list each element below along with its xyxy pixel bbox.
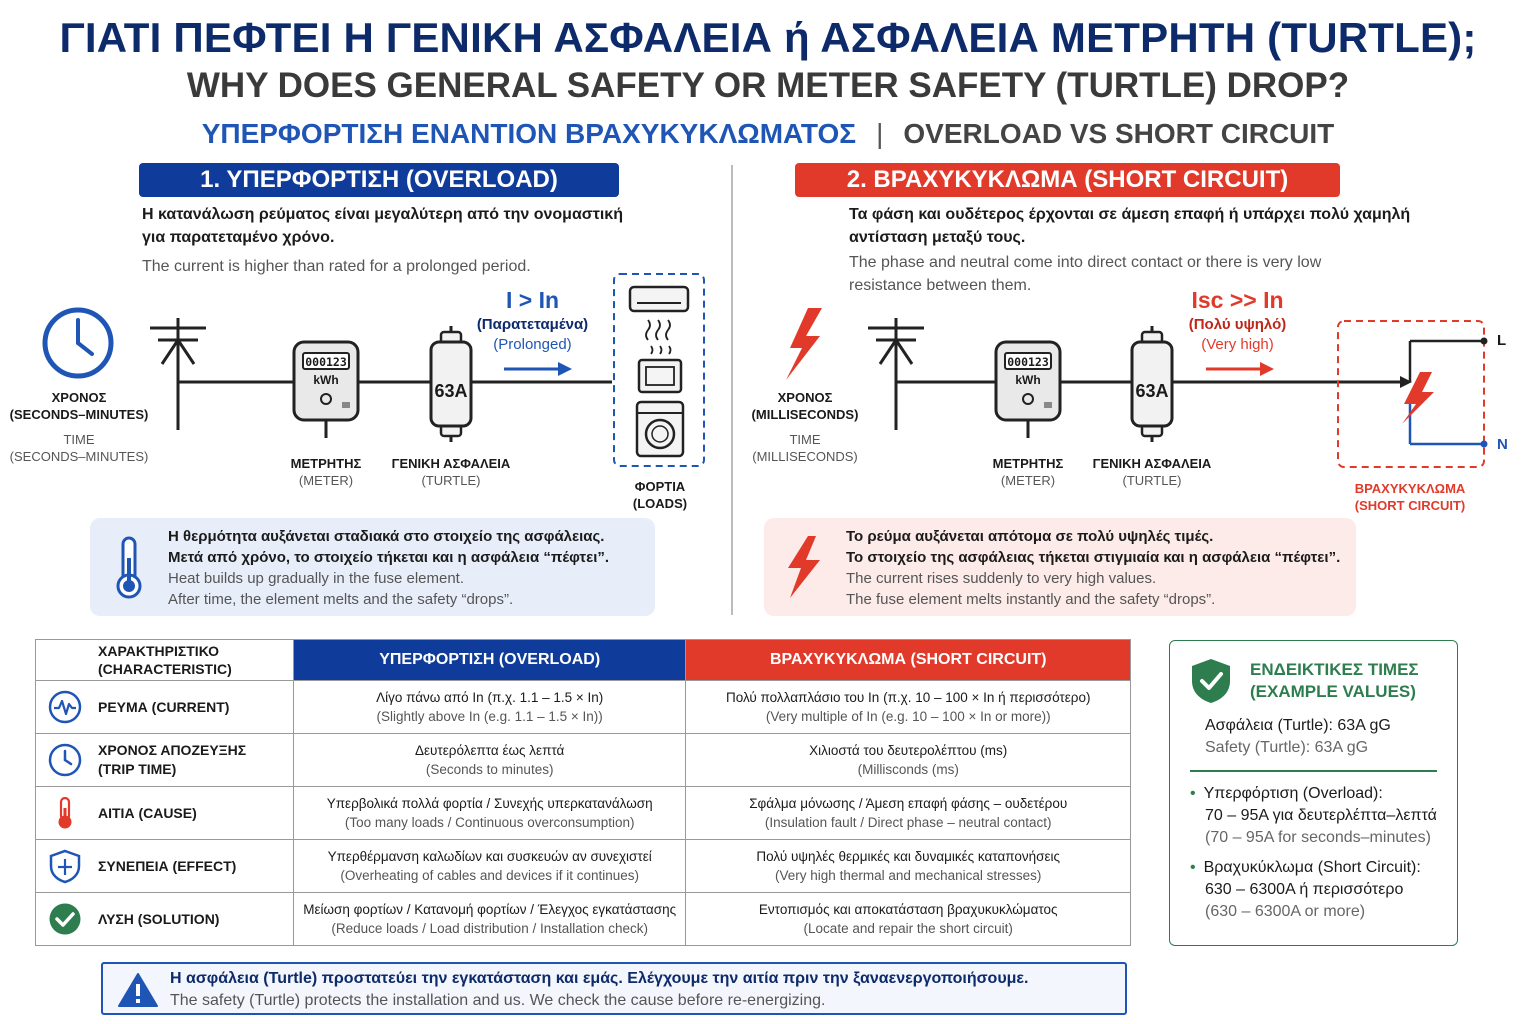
row-overload-greek: Μείωση φορτίων / Κατανομή φορτίων / Έλεγχος εγκατάστασης bbox=[303, 902, 677, 917]
oven-icon bbox=[639, 346, 681, 392]
row-characteristic-label: ΣΥΝΕΠΕΙΑ (EFFECT) bbox=[98, 857, 237, 874]
row-overload-greek: Δευτερόλεπτα έως λεπτά bbox=[415, 743, 565, 758]
check-circle-icon bbox=[48, 902, 82, 936]
neutral-line-N bbox=[1410, 400, 1488, 448]
short-fuse-label bbox=[1082, 455, 1222, 489]
short-time-greek-sub: (MILLISECONDS) bbox=[751, 407, 859, 422]
overload-info-greek-2: Μετά από χρόνο, το στοιχείο τήκεται και η ασφάλεια “πέφτει”. bbox=[168, 549, 610, 566]
lightning-bolt-icon bbox=[784, 534, 824, 600]
overload-description bbox=[142, 203, 702, 278]
row-short-english: (Locate and repair the short circuit) bbox=[803, 921, 1013, 936]
header-characteristic-english: (CHARACTERISTIC) bbox=[98, 661, 232, 677]
short-info-greek-1: Το ρεύμα αυξάνεται απότομα σε πολύ υψηλές τιμές. bbox=[846, 528, 1214, 545]
row-overload-cell bbox=[293, 893, 686, 946]
table-header-row bbox=[36, 640, 1131, 681]
clock-icon bbox=[48, 743, 82, 777]
overload-meter-label bbox=[266, 455, 386, 489]
row-characteristic bbox=[36, 893, 294, 946]
bullet-icon: • bbox=[1190, 859, 1196, 876]
row-characteristic-label: ΡΕΥΜΑ (CURRENT) bbox=[98, 698, 230, 715]
example-short-circuit bbox=[1190, 857, 1421, 923]
loads-english: (LOADS) bbox=[632, 496, 688, 511]
overload-info-greek-1: Η θερμότητα αυξάνεται σταδιακά στο στοιχείο της ασφάλειας. bbox=[168, 528, 605, 545]
short-current-english: (Very high) bbox=[1201, 336, 1274, 353]
overload-desc-greek-2: για παρατεταμένο χρόνο. bbox=[142, 229, 335, 246]
short-circuit-description bbox=[849, 203, 1449, 297]
table-body bbox=[36, 681, 1131, 946]
short-time-english: TIME bbox=[789, 432, 821, 447]
short-desc-english-2: resistance between them. bbox=[849, 277, 1032, 294]
subtitle-separator: | bbox=[876, 118, 884, 149]
short-current-greek: (Πολύ υψηλό) bbox=[1188, 316, 1287, 333]
thermometer-icon bbox=[48, 796, 82, 830]
row-short-greek: Πολύ υψηλές θερμικές και δυναμικές καταπονήσεις bbox=[756, 849, 1061, 864]
overload-info-box bbox=[90, 518, 655, 616]
short-meter-greek: ΜΕΤΡΗΤΗΣ bbox=[992, 456, 1064, 471]
example-fuse-english: Safety (Turtle): 63A gG bbox=[1205, 739, 1369, 756]
overload-meter-display: 000123 bbox=[305, 355, 347, 369]
row-overload-english: (Reduce loads / Load distribution / Installation check) bbox=[331, 921, 649, 936]
current-arrow-icon bbox=[504, 362, 572, 376]
line-L-label: L bbox=[1497, 332, 1507, 349]
overload-fuse-greek: ΓΕΝΙΚΗ ΑΣΦΑΛΕΙΑ bbox=[391, 456, 511, 471]
short-circuit-english: (SHORT CIRCUIT) bbox=[1354, 498, 1466, 513]
short-meter-display: 000123 bbox=[1007, 355, 1049, 369]
short-time-label bbox=[745, 389, 865, 465]
row-short-cell bbox=[686, 787, 1131, 840]
row-overload-english: (Too many loads / Continuous overconsumption) bbox=[344, 815, 635, 830]
short-desc-greek-2: αντίσταση μεταξύ τους. bbox=[849, 229, 1026, 246]
row-overload-english: (Overheating of cables and devices if it continues) bbox=[340, 868, 639, 883]
utility-pole-icon bbox=[868, 318, 924, 430]
footer-text bbox=[170, 968, 1120, 1012]
row-characteristic bbox=[36, 734, 294, 787]
row-short-greek: Σφάλμα μόνωσης / Άμεση επαφή φάσης – ουδετέρου bbox=[749, 796, 1068, 811]
loads-greek: ΦΟΡΤΙΑ bbox=[634, 479, 686, 494]
example-short-2: 630 – 6300A ή περισσότερο bbox=[1205, 881, 1404, 898]
overload-desc-english: The current is higher than rated for a prolonged period. bbox=[142, 258, 531, 275]
example-divider bbox=[1190, 770, 1437, 772]
example-overload bbox=[1190, 783, 1437, 849]
current-wave-icon bbox=[48, 690, 82, 724]
short-info-english-1: The current rises suddenly to very high values. bbox=[846, 570, 1157, 587]
overload-time-label bbox=[0, 389, 158, 465]
overload-time-greek-sub: (SECONDS–MINUTES) bbox=[9, 407, 149, 422]
table-row bbox=[36, 893, 1131, 946]
table-row bbox=[36, 840, 1131, 893]
example-overload-1: Υπερφόρτιση (Overload): bbox=[1203, 785, 1383, 802]
overload-current-english: (Prolonged) bbox=[493, 336, 572, 353]
example-values-box bbox=[1169, 640, 1458, 946]
header-short-circuit: ΒΡΑΧΥΚΥΚΛΩΜΑ (SHORT CIRCUIT) bbox=[686, 640, 1131, 681]
comparison-table bbox=[35, 639, 1131, 946]
short-current-label bbox=[1160, 286, 1315, 354]
overload-heading: 1. ΥΠΕΡΦΟΡΤΙΣΗ (OVERLOAD) bbox=[139, 163, 619, 197]
header-overload: ΥΠΕΡΦΟΡΤΙΣΗ (OVERLOAD) bbox=[293, 640, 686, 681]
section-divider bbox=[731, 165, 733, 615]
short-current-formula: Isc >> In bbox=[1191, 287, 1284, 313]
short-fuse-greek: ΓΕΝΙΚΗ ΑΣΦΑΛΕΙΑ bbox=[1092, 456, 1212, 471]
row-short-english: (Insulation fault / Direct phase – neutral contact) bbox=[764, 815, 1052, 830]
row-short-cell bbox=[686, 734, 1131, 787]
page-subtitle bbox=[0, 118, 1536, 150]
short-time-english-sub: (MILLISECONDS) bbox=[752, 449, 858, 464]
utility-pole-icon bbox=[150, 318, 206, 430]
table-row bbox=[36, 734, 1131, 787]
subtitle-english: OVERLOAD VS SHORT CIRCUIT bbox=[903, 118, 1335, 149]
washing-machine-icon bbox=[637, 402, 683, 456]
short-desc-english-1: The phase and neutral come into direct contact or there is very low bbox=[849, 254, 1322, 271]
footer-english: The safety (Turtle) protects the installation and us. We check the cause before re-energizing. bbox=[170, 992, 826, 1009]
page-title: ΓΙΑΤΙ ΠΕΦΤΕΙ Η ΓΕΝΙΚΗ ΑΣΦΑΛΕΙΑ ή ΑΣΦΑΛΕΙΑ ΜΕΤΡΗΤΗ (TURTLE); bbox=[59, 14, 1477, 61]
example-title-english: (EXAMPLE VALUES) bbox=[1250, 682, 1416, 701]
loads-label bbox=[610, 478, 710, 512]
short-meter-english: (METER) bbox=[1000, 473, 1056, 488]
row-short-greek: Χιλιοστά του δευτερολέπτου (ms) bbox=[809, 743, 1008, 758]
row-short-greek: Εντοπισμός και αποκατάσταση βραχυκυκλώματος bbox=[758, 902, 1058, 917]
subtitle-greek: ΥΠΕΡΦΟΡΤΙΣΗ ΕΝΑΝΤΙΟΝ ΒΡΑΧΥΚΥΚΛΩΜΑΤΟΣ bbox=[201, 118, 857, 149]
footer-greek: Η ασφάλεια (Turtle) προστατεύει την εγκατάσταση και εμάς. Ελέγχουμε την αιτία πριν την ξαναενεργοποιήσουμε. bbox=[170, 970, 1029, 987]
header-characteristic-greek: ΧΑΡΑΚΤΗΡΙΣΤΙΚΟ bbox=[98, 643, 220, 659]
bullet-icon: • bbox=[1190, 785, 1196, 802]
short-info-english-2: The fuse element melts instantly and the safety “drops”. bbox=[846, 591, 1216, 608]
short-info-box bbox=[764, 518, 1356, 616]
short-info-text bbox=[846, 526, 1346, 610]
short-meter-label bbox=[968, 455, 1088, 489]
row-characteristic-label: ΛΥΣΗ (SOLUTION) bbox=[98, 910, 220, 927]
row-short-greek: Πολύ πολλαπλάσιο του In (π.χ. 10 – 100 × In ή περισσότερο) bbox=[725, 690, 1091, 705]
short-time-greek: ΧΡΟΝΟΣ bbox=[777, 390, 833, 405]
overload-time-english-sub: (SECONDS–MINUTES) bbox=[9, 449, 149, 464]
footer-note bbox=[101, 962, 1127, 1015]
row-short-english: (Millisconds (ms) bbox=[857, 762, 959, 777]
overload-info-english-1: Heat builds up gradually in the fuse element. bbox=[168, 570, 465, 587]
overload-time-english: TIME bbox=[63, 432, 95, 447]
short-circuit-label bbox=[1340, 480, 1480, 514]
air-conditioner-icon bbox=[630, 287, 688, 340]
current-arrow-icon bbox=[1206, 362, 1274, 376]
overload-current-label bbox=[460, 286, 605, 354]
row-overload-greek: Υπερθέρμανση καλωδίων και συσκευών αν συνεχιστεί bbox=[327, 849, 652, 864]
row-short-english: (Very multiple of In (e.g. 10 – 100 × In or more)) bbox=[765, 709, 1051, 724]
overload-meter-unit: kWh bbox=[313, 373, 339, 387]
overload-fuse-label bbox=[381, 455, 521, 489]
lightning-bolt-icon bbox=[786, 308, 822, 380]
row-short-cell bbox=[686, 840, 1131, 893]
clock-icon bbox=[45, 310, 111, 376]
row-overload-english: (Seconds to minutes) bbox=[425, 762, 554, 777]
header-characteristic bbox=[36, 640, 294, 681]
row-overload-english: (Slightly above In (e.g. 1.1 – 1.5 × In)) bbox=[376, 709, 603, 724]
row-characteristic-sublabel: (TRIP TIME) bbox=[98, 761, 177, 777]
short-meter-unit: kWh bbox=[1015, 373, 1041, 387]
thermometer-icon bbox=[112, 536, 146, 600]
example-fuse-greek: Ασφάλεια (Turtle): 63A gG bbox=[1205, 717, 1391, 734]
short-circuit-greek: ΒΡΑΧΥΚΥΚΛΩΜΑ bbox=[1354, 481, 1466, 496]
row-short-english: (Very high thermal and mechanical stresses) bbox=[775, 868, 1042, 883]
short-info-greek-2: Το στοιχείο της ασφάλειας τήκεται στιγμιαία και η ασφάλεια “πέφτει”. bbox=[846, 549, 1341, 566]
table-row bbox=[36, 787, 1131, 840]
row-characteristic bbox=[36, 840, 294, 893]
page-title-english: WHY DOES GENERAL SAFETY OR METER SAFETY (TURTLE) DROP? bbox=[186, 66, 1350, 105]
overload-info-text bbox=[168, 526, 648, 610]
example-short-1: Βραχυκύκλωμα (Short Circuit): bbox=[1203, 859, 1421, 876]
example-values-title bbox=[1250, 659, 1419, 703]
row-characteristic bbox=[36, 787, 294, 840]
row-short-cell bbox=[686, 681, 1131, 734]
row-overload-cell bbox=[293, 734, 686, 787]
row-characteristic-label: ΑΙΤΙΑ (CAUSE) bbox=[98, 804, 197, 821]
row-overload-cell bbox=[293, 681, 686, 734]
row-overload-cell bbox=[293, 787, 686, 840]
row-characteristic bbox=[36, 681, 294, 734]
short-circuit-heading: 2. ΒΡΑΧΥΚΥΚΛΩΜΑ (SHORT CIRCUIT) bbox=[795, 163, 1340, 197]
short-desc-greek-1: Τα φάση και ουδέτερος έρχονται σε άμεση επαφή ή υπάρχει πολύ χαμηλή bbox=[849, 206, 1411, 223]
overload-current-greek: (Παρατεταμένα) bbox=[476, 316, 589, 333]
overload-current-formula: I > In bbox=[505, 287, 560, 313]
overload-info-english-2: After time, the element melts and the safety “drops”. bbox=[168, 591, 514, 608]
row-overload-greek: Λίγο πάνω από In (π.χ. 1.1 – 1.5 × In) bbox=[376, 690, 604, 705]
overload-time-greek: ΧΡΟΝΟΣ bbox=[51, 390, 107, 405]
short-fuse-rating: 63A bbox=[1135, 381, 1169, 401]
overload-fuse-rating: 63A bbox=[434, 381, 468, 401]
overload-desc-greek-1: Η κατανάλωση ρεύματος είναι μεγαλύτερη από την ονομαστική bbox=[142, 206, 623, 223]
row-short-cell bbox=[686, 893, 1131, 946]
overload-fuse-english: (TURTLE) bbox=[421, 473, 481, 488]
row-overload-greek: Υπερβολικά πολλά φορτία / Συνεχής υπερκατανάλωση bbox=[326, 796, 653, 811]
example-short-3: (630 – 6300A or more) bbox=[1205, 903, 1366, 920]
line-N-label: N bbox=[1497, 436, 1508, 453]
example-overload-3: (70 – 95A for seconds–minutes) bbox=[1205, 829, 1431, 846]
shield-check-icon bbox=[1190, 657, 1232, 705]
example-fuse bbox=[1205, 715, 1391, 759]
example-overload-2: 70 – 95A για δευτερλέπτα–λεπτά bbox=[1205, 807, 1437, 824]
short-fuse-english: (TURTLE) bbox=[1122, 473, 1182, 488]
row-characteristic-label: ΧΡΟΝΟΣ ΑΠΟΖΕΥΞΗΣ bbox=[98, 742, 247, 758]
row-overload-cell bbox=[293, 840, 686, 893]
shield-bolt-icon bbox=[48, 849, 82, 883]
overload-meter-english: (METER) bbox=[298, 473, 354, 488]
warning-icon bbox=[117, 972, 159, 1008]
example-title-greek: ΕΝΔΕΙΚΤΙΚΕΣ ΤΙΜΕΣ bbox=[1250, 660, 1419, 679]
overload-meter-greek: ΜΕΤΡΗΤΗΣ bbox=[290, 456, 362, 471]
table-row bbox=[36, 681, 1131, 734]
